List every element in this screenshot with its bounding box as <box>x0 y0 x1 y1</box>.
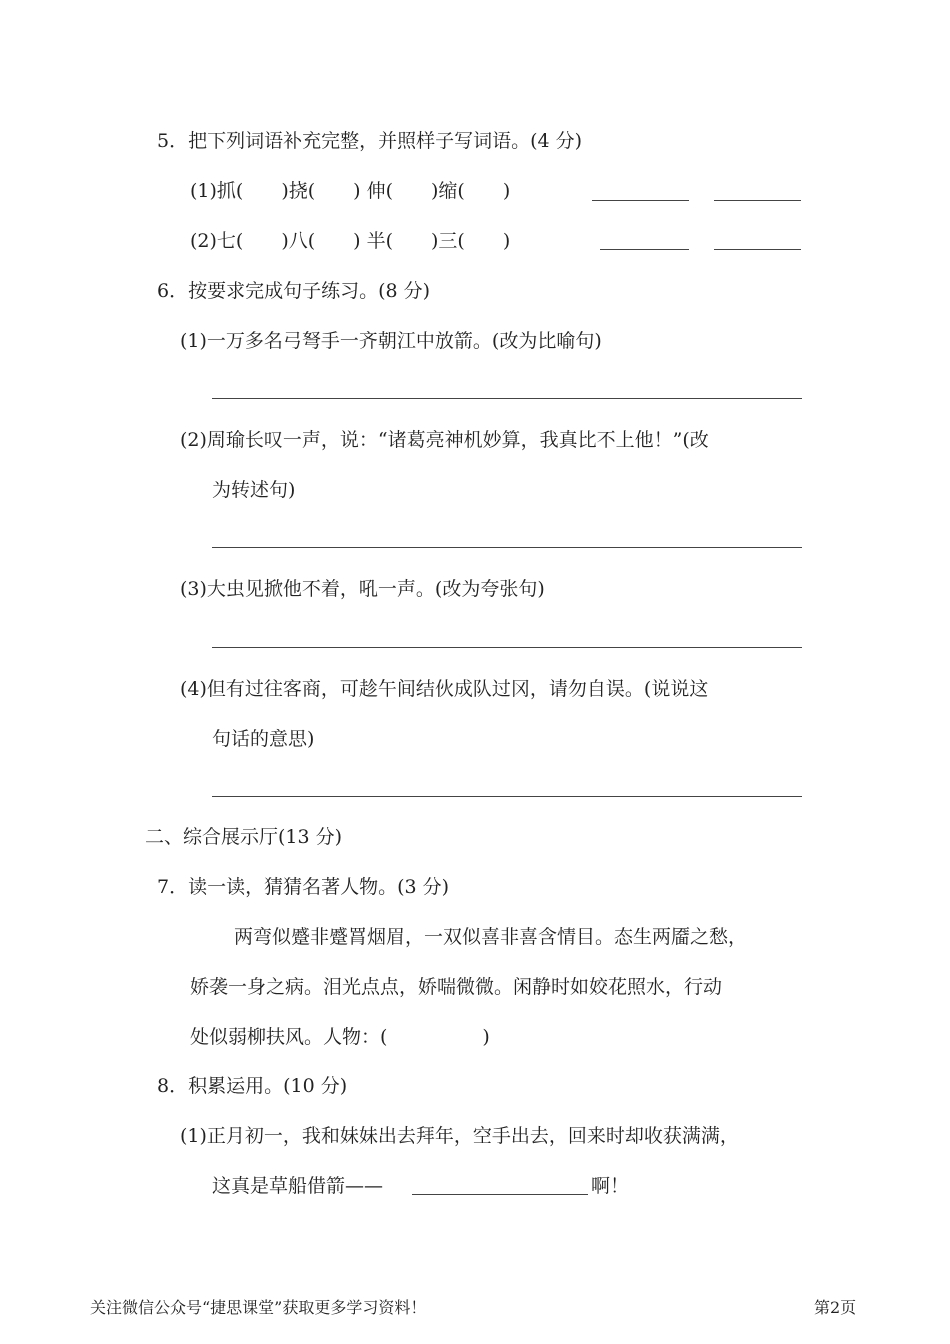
q6-answer-line-4[interactable] <box>212 796 802 797</box>
q5-line2-blank2[interactable] <box>714 249 801 250</box>
section-2-title: 二、综合展示厅(13 分) <box>145 826 343 848</box>
q6-sentence-4: (4)但有过往客商，可趁午间结伙成队过冈，请勿自误。(说说这 <box>180 678 709 700</box>
page-number: 第2页 <box>814 1298 857 1317</box>
q8-sentence-1: (1)正月初一，我和妹妹出去拜年，空手出去，回来时却收获满满， <box>180 1125 739 1147</box>
q7-passage-line-1: 两弯似蹙非蹙罥烟眉，一双似喜非喜含情目。态生两靥之愁， <box>234 926 748 948</box>
q7-title: 7．读一读，猜猜名著人物。(3 分) <box>157 876 450 898</box>
q5-line1: (1)抓( )挠( ) 伸( )缩( ) <box>190 180 511 202</box>
q6-sentence-2-cont: 为转述句) <box>212 479 296 501</box>
q5-title: 5．把下列词语补充完整，并照样子写词语。(4 分) <box>157 130 583 152</box>
footer-promo: 关注微信公众号“捷思课堂”获取更多学习资料！ <box>90 1298 427 1317</box>
q8-sentence-1-end: 啊！ <box>591 1175 630 1197</box>
q6-title: 6．按要求完成句子练习。(8 分) <box>157 280 431 302</box>
q6-sentence-3: (3)大虫见掀他不着，吼一声。(改为夸张句) <box>180 578 545 600</box>
q8-answer-blank[interactable] <box>412 1194 588 1195</box>
q7-passage-line-3: 处似弱柳扶风。人物：( ) <box>190 1026 490 1048</box>
q8-title: 8．积累运用。(10 分) <box>157 1075 348 1097</box>
q6-answer-line-3[interactable] <box>212 647 802 648</box>
q6-sentence-4-cont: 句话的意思) <box>212 728 315 750</box>
q8-sentence-1-cont: 这真是草船借箭—— <box>212 1175 384 1197</box>
q5-line1-blank2[interactable] <box>714 200 801 201</box>
q5-line2: (2)七( )八( ) 半( )三( ) <box>190 230 511 252</box>
q6-answer-line-2[interactable] <box>212 547 802 548</box>
q5-line1-blank1[interactable] <box>592 200 689 201</box>
q7-passage-line-2: 娇袭一身之病。泪光点点，娇喘微微。闲静时如姣花照水，行动 <box>190 976 723 998</box>
q6-answer-line-1[interactable] <box>212 398 802 399</box>
q6-sentence-1: (1)一万多名弓弩手一齐朝江中放箭。(改为比喻句) <box>180 330 602 352</box>
q5-line2-blank1[interactable] <box>600 249 689 250</box>
q6-sentence-2: (2)周瑜长叹一声，说：“诸葛亮神机妙算，我真比不上他！”(改 <box>180 429 709 451</box>
